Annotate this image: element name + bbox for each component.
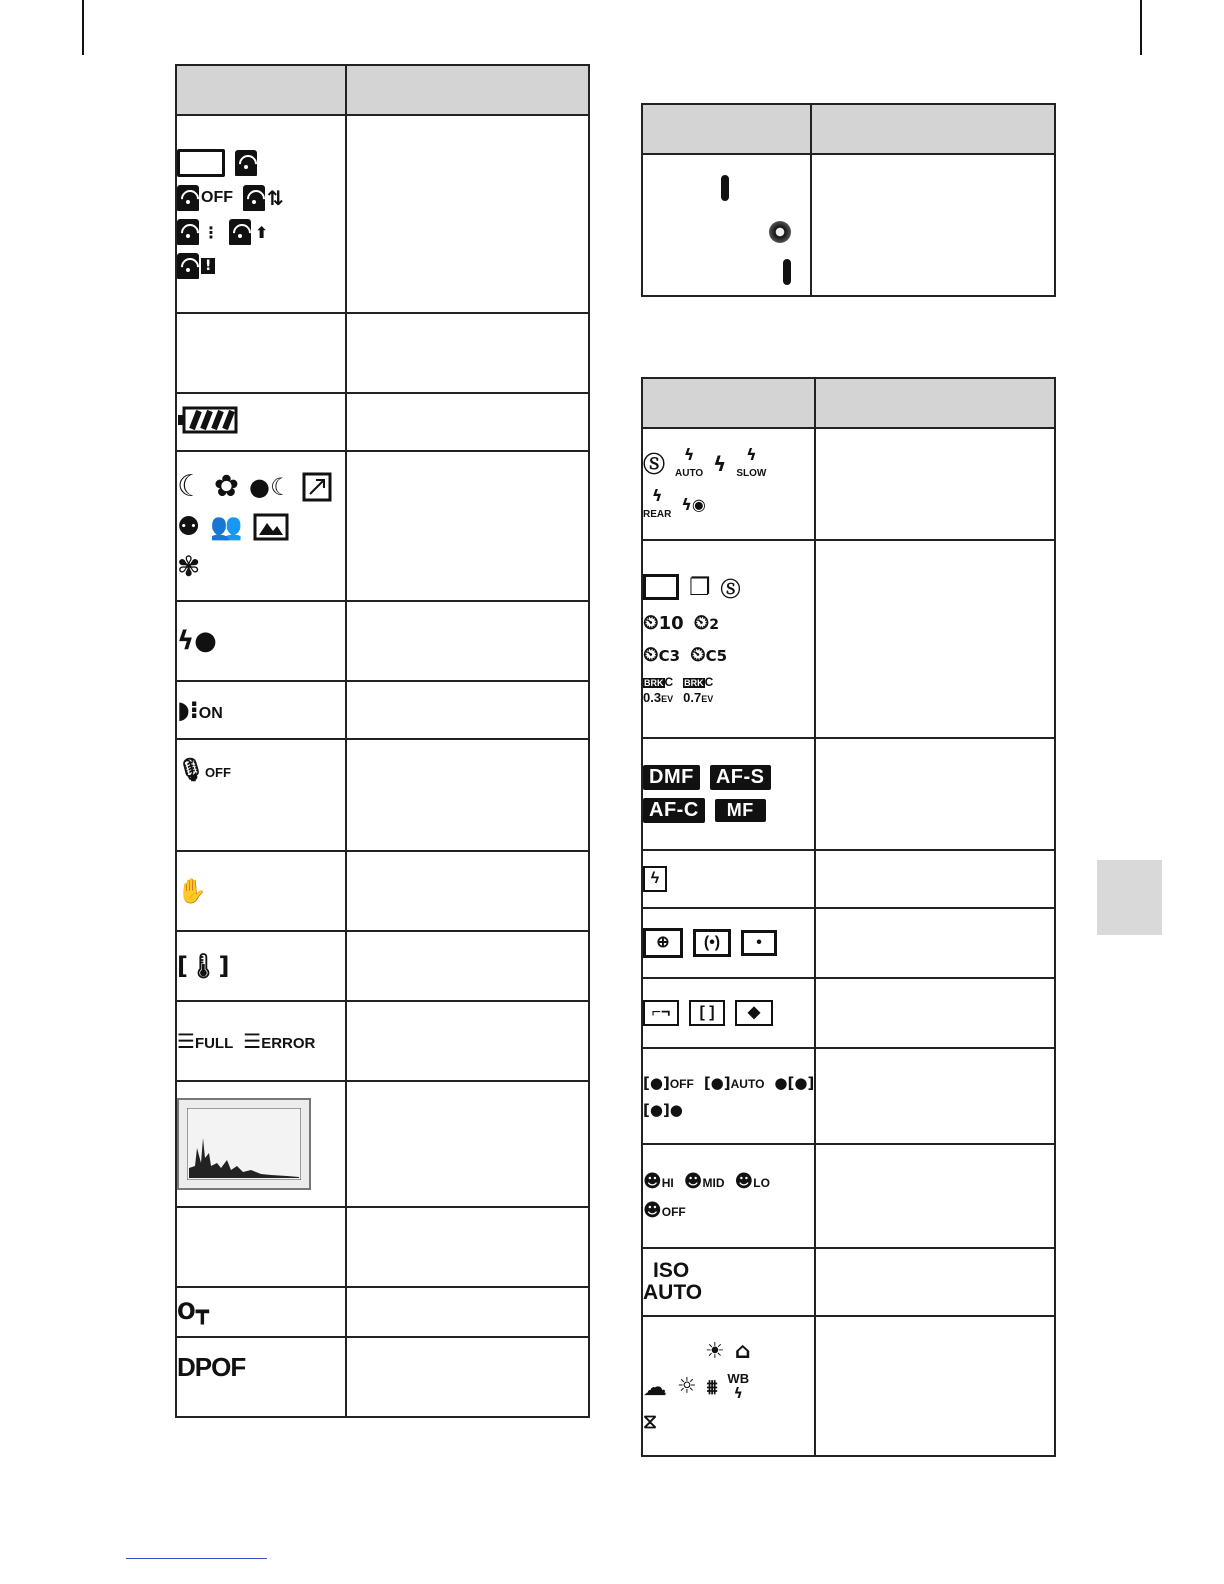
- database-full-icon: ☰FULL: [177, 1029, 234, 1053]
- night-portrait-icon: ●☾: [249, 472, 292, 501]
- landscape-icon: [253, 513, 289, 541]
- flash-on-icon: ϟ: [713, 451, 727, 476]
- wifi-off-icon: [177, 185, 199, 211]
- soft-skin-hi-icon: ☻HI: [643, 1171, 674, 1192]
- table-row: [176, 1207, 589, 1287]
- backlight-portrait-icon: ⚉: [177, 512, 201, 542]
- table-row: [642, 978, 1055, 1048]
- shake-warning-icon: ✋: [177, 877, 207, 905]
- af-lock-icon: [769, 221, 791, 243]
- bracket-03-icon: BRKC 0.3EV: [643, 674, 674, 705]
- soft-skin-off-icon: ☻OFF: [643, 1200, 686, 1221]
- daylight-icon: ☀: [705, 1339, 725, 1365]
- table-row: [176, 1337, 589, 1417]
- crop-mark-top-right: [1140, 0, 1142, 55]
- continuous-icon: ❐: [689, 573, 711, 601]
- right-top-table: [641, 103, 1056, 297]
- single-shot-icon: [643, 574, 679, 600]
- table-row: [176, 601, 589, 681]
- wifi-standby-icon: [177, 219, 199, 245]
- table-row: [176, 931, 589, 1001]
- spot-metering-icon: •: [741, 930, 777, 956]
- table-row: [176, 393, 589, 451]
- wb-flash-icon: WB ϟ: [727, 1371, 750, 1402]
- wide-af-icon: ⌐¬: [643, 1000, 679, 1026]
- flash-off-warning-icon: ϟ: [643, 866, 667, 892]
- left-header-desc: [346, 65, 589, 115]
- scene-icon: ✿: [213, 469, 240, 504]
- wifi-transfer-icon: [243, 185, 265, 211]
- table-row: [176, 1081, 589, 1207]
- table-row: [176, 451, 589, 601]
- section-thumb-tab: [1097, 860, 1162, 935]
- iso-auto-label: AUTO: [643, 1281, 703, 1304]
- speed-priority-icon: Ⓢ: [720, 576, 741, 601]
- flash-rear-icon: ϟ REAR: [643, 486, 672, 520]
- wifi-upload-icon: [229, 219, 251, 245]
- dmf-badge: DMF: [643, 765, 700, 790]
- table-row: [642, 1144, 1055, 1248]
- row-description: [346, 115, 589, 313]
- mic-off-icon: 🎙: [177, 758, 205, 783]
- table-row: OFF ⇅ ⋮ ⬆ !: [176, 115, 589, 313]
- multi-metering-icon: ⊕: [643, 928, 683, 958]
- left-header-icon: [176, 65, 346, 115]
- flash-off-icon: Ⓢ: [643, 453, 666, 478]
- soft-skin-mid-icon: ☻MID: [683, 1171, 725, 1192]
- footer-link-underline[interactable]: [126, 1558, 267, 1559]
- self-timer-10-icon: ⏲10: [643, 609, 684, 634]
- center-metering-icon: (•): [693, 929, 731, 957]
- memory-card-icon: [177, 149, 225, 177]
- dpof-icon: DPOF: [177, 1352, 246, 1382]
- protect-key-icon: O┳: [177, 1299, 209, 1325]
- table-row: [176, 851, 589, 931]
- wifi-card-icon: [235, 150, 257, 176]
- flash-slow-icon: ϟ SLOW: [736, 445, 767, 479]
- ae-lock-icon: [783, 259, 791, 285]
- incandescent-icon: ☼: [677, 1374, 697, 1399]
- soft-skin-lo-icon: ☻LO: [734, 1171, 770, 1192]
- center-af-icon: [ ]: [689, 1000, 725, 1026]
- flash-charge-icon: ϟ●: [177, 626, 217, 656]
- self-timer-c5-icon: ⏲C5: [690, 641, 728, 666]
- iso-label: ISO: [653, 1258, 690, 1282]
- table-row: ◗⁝ON: [176, 681, 589, 739]
- histogram-icon: [177, 1098, 311, 1190]
- self-timer-2-icon: ⏲2: [693, 609, 720, 634]
- macro-icon: ✾: [177, 550, 201, 583]
- self-timer-c3-icon: ⏲C3: [643, 641, 681, 666]
- table-row: [176, 1001, 589, 1081]
- flexible-spot-icon: ◆: [735, 1000, 773, 1026]
- table-row: [642, 1248, 1055, 1316]
- face-child-icon: ●[●]: [774, 1074, 815, 1092]
- face-off-icon: [●]OFF: [643, 1073, 694, 1092]
- underwater-icon: ⧖: [643, 1408, 658, 1433]
- bracket-07-icon: BRKC 0.7EV: [683, 674, 714, 705]
- backlight-icon: [302, 472, 332, 502]
- fluorescent-icon: ⩩: [706, 1374, 718, 1399]
- table-row: [642, 738, 1055, 850]
- portrait-icon: 👥: [210, 512, 243, 542]
- face-adult-icon: [●]●: [643, 1100, 683, 1119]
- face-auto-icon: [●]AUTO: [703, 1073, 765, 1092]
- table-row: [642, 1316, 1055, 1456]
- table-row: [642, 540, 1055, 738]
- shade-icon: ⌂: [734, 1339, 751, 1365]
- left-icon-table: [175, 64, 590, 1418]
- rec-indicator-icon: [721, 175, 729, 201]
- af-s-badge: AF-S: [710, 765, 771, 790]
- red-eye-icon: ϟ◉: [681, 495, 706, 514]
- flash-auto-icon: ϟ AUTO: [675, 445, 704, 479]
- mf-badge: MF: [715, 799, 766, 822]
- wifi-error-icon: [177, 253, 199, 279]
- overheat-icon: [🌡]: [177, 952, 230, 980]
- table-row: [642, 154, 1055, 296]
- table-row: [642, 908, 1055, 978]
- af-c-badge: AF-C: [643, 798, 705, 823]
- table-row: 🎙OFF: [176, 739, 589, 851]
- battery-icon: [177, 405, 239, 435]
- table-row: [176, 313, 589, 393]
- crop-mark-top-left: [82, 0, 84, 55]
- table-row: [176, 1287, 589, 1337]
- night-icon: ☾: [177, 469, 204, 504]
- table-row: [642, 850, 1055, 908]
- database-error-icon: ☰ERROR: [243, 1029, 316, 1053]
- table-row: [642, 428, 1055, 540]
- af-illuminator-icon: ◗⁝: [177, 696, 199, 724]
- table-row: [642, 1048, 1055, 1144]
- right-icon-table: [641, 377, 1056, 1457]
- cloudy-icon: ☁: [643, 1372, 667, 1401]
